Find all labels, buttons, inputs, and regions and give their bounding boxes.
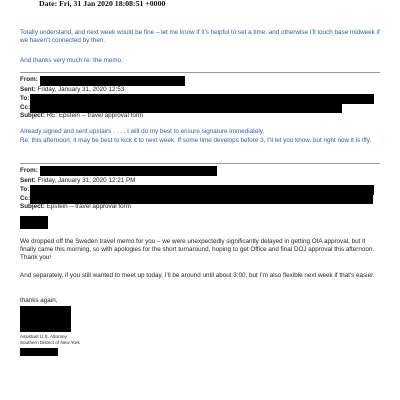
date-line: [39, 0, 165, 9]
msg2-subject-value: Epstein -- travel approval form: [46, 203, 131, 210]
redaction-box: [40, 76, 185, 86]
msg1-sent-value: Friday, January 31, 2020 12:53: [37, 86, 125, 93]
msg1-cc-label: Cc:: [20, 104, 31, 111]
msg2-subject-row: [20, 203, 131, 211]
date-value: Fri, 31 Jan 2020 18:08:51 +0000: [59, 0, 166, 8]
msg1-subject-label: Subject:: [20, 112, 45, 119]
msg1-from-label: From:: [20, 76, 38, 83]
msg2-closing: thanks again,: [20, 297, 58, 304]
reply-paragraph-1: Totally understand, and next week would be fine – let me know if it’s helpful to set a time, and otherwise I’ll touch base midweek if we haven’t connected by then.: [20, 29, 380, 45]
redaction-box: [40, 166, 217, 176]
signature-office: Southern District of New York: [20, 340, 80, 345]
msg1-subject-value: RE: Epstein -- travel approval form: [46, 112, 144, 119]
msg1-cc-row: [20, 104, 30, 112]
signature-title: Assistant U.S. Attorney: [20, 334, 67, 339]
msg2-to-row: [20, 186, 29, 194]
msg1-sent-row: [20, 86, 124, 94]
msg2-sent-value: Friday, January 31, 2020 12:21 PM: [37, 177, 136, 184]
separator-line: [20, 163, 380, 164]
date-label: Date:: [39, 0, 58, 8]
msg2-subject-label: Subject:: [20, 203, 45, 210]
msg1-to-label: To:: [20, 95, 30, 102]
msg2-from-row: [20, 167, 38, 175]
msg2-from-label: From:: [20, 167, 38, 174]
reply-paragraph-2: And thanks very much re: the memo.: [20, 57, 123, 64]
msg1-body-line-1: Already signed and sent upstairs . . . . I will do my best to ensure signature immediately.: [20, 128, 265, 135]
msg1-body-line-2: Re: this afternoon: it may be best to kick it to next week. If some time develops before 3, I’ll let you know, but right now it is iffy.: [20, 137, 372, 144]
msg2-paragraph-2: And separately, if you still wanted to meet up today, I’ll be around until about 3:00, but I’m also flexible next week if that’s easier.: [20, 272, 375, 279]
redaction-box: [20, 348, 58, 356]
redaction-box: [20, 216, 48, 229]
msg2-cc-label: Cc:: [20, 195, 31, 202]
msg1-sent-label: Sent:: [20, 86, 36, 93]
msg2-to-label: To:: [20, 186, 30, 193]
msg1-subject-row: [20, 112, 143, 120]
msg1-to-row: [20, 95, 29, 103]
separator-line: [20, 72, 380, 73]
msg1-from-row: [20, 76, 38, 84]
msg2-sent-label: Sent:: [20, 177, 36, 184]
redaction-box: [20, 306, 71, 332]
msg2-sent-row: [20, 177, 135, 185]
msg2-cc-row: [20, 195, 30, 203]
msg2-paragraph-1: We dropped off the Sweden travel memo for you – we were unexpectedly significantly delayed in getting OIA approval, but it finally came this morning, so with apologies for the short turnaround, hoping to get Office and final DOJ approval this afternoon. Thank you!: [20, 238, 375, 262]
